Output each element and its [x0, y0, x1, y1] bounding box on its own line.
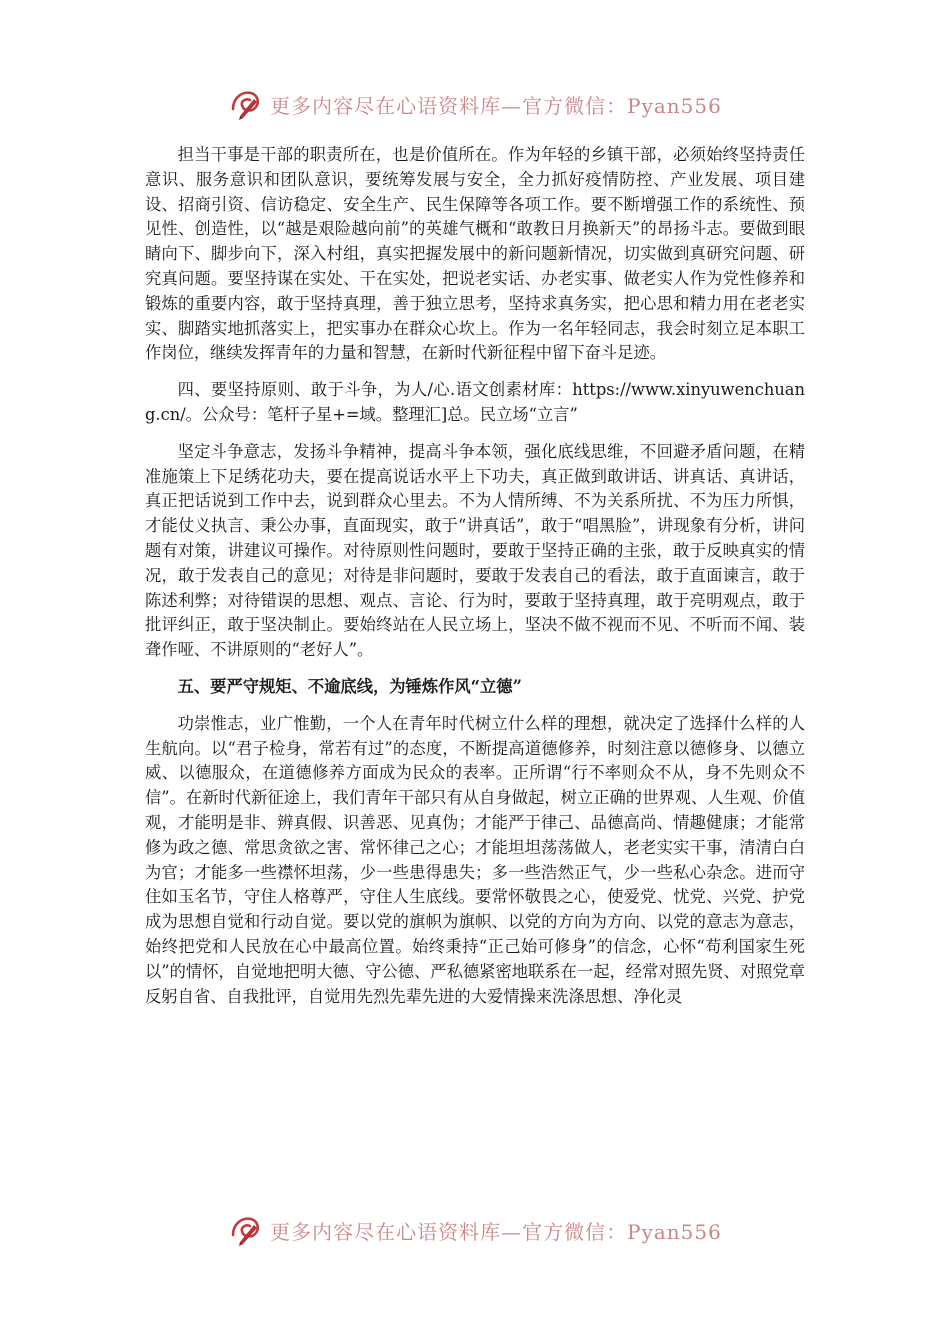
section-heading-five: 五、要严守规矩、不逾底线，为锤炼作风“立德”	[177, 676, 522, 696]
paragraph-responsibility: 担当干事是干部的职责所在，也是价值所在。作为年轻的乡镇干部，必须始终坚持责任意识、服务意识和团队意识，要统筹发展与安全，全力抓好疫情防控、产业发展、项目建设、招商引资、信访稳定、安全生产、民生保障等各项工作。要不断增强工作的系统性、预见性、创造性，以“越是艰险越向前”的英雄气概和“敢教日月换新天”的昂扬斗志。要做到眼睛向下、脚步向下，深入村组，真实把握发展中的新问题新情况，切实做到真研究问题、研究真问题。要坚持谋在实处、干在实处，把说老实话、办老实事、做老实人作为党性修养和锻炼的重要内容，敢于坚持真理，善于独立思考，坚持求真务实，把心思和精力用在老老实实、脚踏实地抓落实上，把实事办在群众心坎上。作为一名年轻同志，我会时刻立足本职工作岗位，继续发挥青年的力量和智慧，在新时代新征程中留下奋斗足迹。	[145, 145, 805, 363]
pen-swirl-logo-icon	[228, 1212, 264, 1248]
document-body	[145, 143, 805, 1009]
pen-swirl-logo-icon	[228, 86, 264, 122]
watermark-text: 更多内容尽在心语资料库—官方微信：Pyan556	[270, 1219, 722, 1244]
paragraph-section-four: 四、要坚持原则、敢于斗争，为人/心.语文创素材库：https://www.xinyuwenchuang.cn/。公众号：笔杆子星+=域。整理汇]总。民立场“立言”	[145, 380, 805, 424]
paragraph-morality: 功崇惟志，业广惟勤，一个人在青年时代树立什么样的理想，就决定了选择什么样的人生航向。以“君子检身，常若有过”的态度，不断提高道德修养，时刻注意以德修身、以德立威、以德服众，在道德修养方面成为民众的表率。正所谓“行不率则众不从，身不先则众不信”。在新时代新征途上，我们青年干部只有从自身做起，树立正确的世界观、人生观、价值观，才能明是非、辨真假、识善恶、见真伪；才能严于律己、品德高尚、情趣健康；才能常修为政之德、常思贪欲之害、常怀律己之心；才能坦坦荡荡做人，老老实实干事，清清白白为官；才能多一些襟怀坦荡，少一些患得患失；多一些浩然正气，少一些私心杂念。进而守住如玉名节，守住人格尊严，守住人生底线。要常怀敬畏之心，使爱党、忧党、兴党、护党成为思想自觉和行动自觉。要以党的旗帜为旗帜、以党的方向为方向、以党的意志为意志，始终把党和人民放在心中最高位置。始终秉持“正己始可修身”的信念，心怀“苟利国家生死以”的情怀，自觉地把明大德、守公德、严私德紧密地联系在一起，经常对照先贤、对照党章反躬自省、自我批评，自觉用先烈先辈先进的大爱情操来洗涤思想、净化灵	[145, 713, 805, 1006]
footer-watermark-banner	[0, 1210, 950, 1250]
paragraph-struggle: 坚定斗争意志，发扬斗争精神，提高斗争本领，强化底线思维，不回避矛盾问题，在精准施策上下足绣花功夫，要在提高说话水平上下功夫，真正做到敢讲话、讲真话、真讲话，真正把话说到工作中去，说到群众心里去。不为人情所缚、不为关系所扰、不为压力所惧，才能仗义执言、秉公办事，直面现实，敢于“讲真话”，敢于“唱黑脸”，讲现象有分析，讲问题有对策，讲建议可操作。对待原则性问题时，要敢于坚持正确的主张，敢于反映真实的情况，敢于发表自己的意见；对待是非问题时，要敢于发表自己的看法，敢于直面谏言，敢于陈述利弊；对待错误的思想、观点、言论、行为时，要敢于坚持真理，敢于亮明观点，敢于批评纠正，敢于坚决制止。要始终站在人民立场上，坚决不做不视而不见、不听而不闻、装聋作哑、不讲原则的“老好人”。	[145, 441, 805, 660]
header-watermark-banner	[0, 84, 950, 124]
watermark-text: 更多内容尽在心语资料库—官方微信：Pyan556	[270, 93, 722, 118]
